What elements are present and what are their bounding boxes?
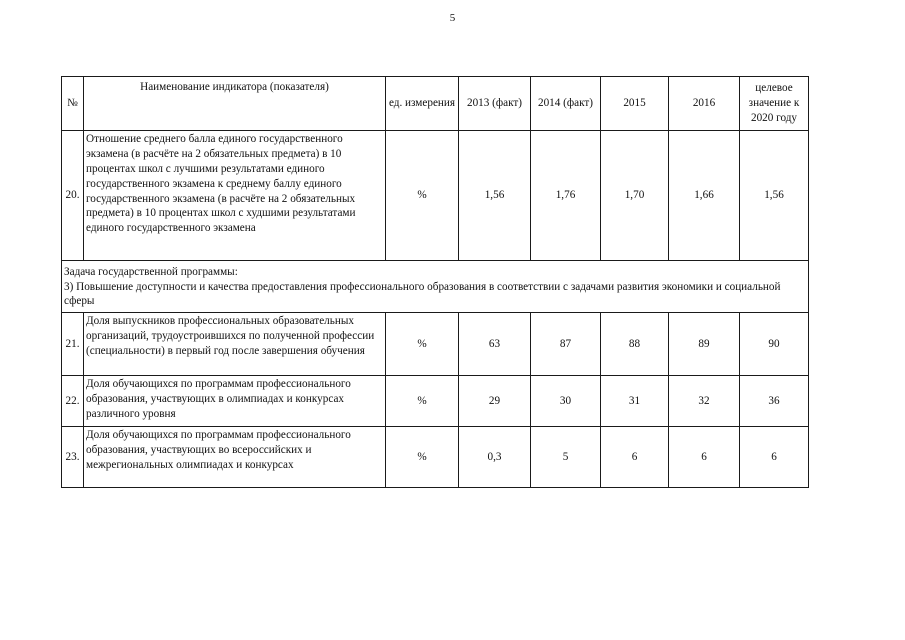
unit-cell: % [386, 131, 459, 261]
value-2015: 1,70 [601, 131, 669, 261]
value-2015: 88 [601, 313, 669, 376]
header-unit: ед. измерения [386, 77, 459, 131]
value-2013: 1,56 [459, 131, 531, 261]
table-row [62, 376, 809, 427]
value-target: 6 [740, 427, 809, 488]
header-name: Наименование индикатора (показателя) [84, 77, 386, 131]
value-2016: 1,66 [669, 131, 740, 261]
indicator-name: Доля обучающихся по программам профессионального образования, участвующих во всероссийских и межрегиональных олимпиадах и конкурсах [84, 427, 386, 488]
value-2013: 63 [459, 313, 531, 376]
indicator-name: Доля обучающихся по программам профессионального образования, участвующих в олимпиадах и конкурсах различного уровня [84, 376, 386, 427]
header-2013: 2013 (факт) [459, 77, 531, 131]
header-num: № [62, 77, 84, 131]
unit-cell: % [386, 313, 459, 376]
value-2015: 6 [601, 427, 669, 488]
value-target: 90 [740, 313, 809, 376]
row-number: 21. [62, 313, 84, 376]
value-2014: 30 [531, 376, 601, 427]
value-target: 36 [740, 376, 809, 427]
task-row [62, 261, 809, 313]
header-2015: 2015 [601, 77, 669, 131]
header-target: целевое значение к 2020 году [740, 77, 809, 131]
value-2013: 29 [459, 376, 531, 427]
row-number: 23. [62, 427, 84, 488]
task-cell [62, 261, 809, 313]
header-2016: 2016 [669, 77, 740, 131]
value-2016: 6 [669, 427, 740, 488]
table-row [62, 131, 809, 261]
row-number: 22. [62, 376, 84, 427]
value-2016: 32 [669, 376, 740, 427]
table-header-row [62, 77, 809, 131]
row-number: 20. [62, 131, 84, 261]
unit-cell: % [386, 376, 459, 427]
value-2014: 87 [531, 313, 601, 376]
task-text: 3) Повышение доступности и качества предоставления профессионального образования в соответствии с задачами развития экономики и социальной сферы [64, 280, 781, 308]
value-target: 1,56 [740, 131, 809, 261]
indicator-name: Отношение среднего балла единого государственного экзамена (в расчёте на 2 обязательных предмета) в 10 процентах школ с лучшими результатами единого государственного экзамена к среднему баллу единого государственного экзамена (в расчёте на 2 обязательных предмета) в 10 процентах школ с худшими результатами единого государственного экзамена [84, 131, 386, 261]
indicators-table [61, 76, 809, 488]
unit-cell: % [386, 427, 459, 488]
header-2014: 2014 (факт) [531, 77, 601, 131]
value-2015: 31 [601, 376, 669, 427]
value-2016: 89 [669, 313, 740, 376]
table-row [62, 427, 809, 488]
value-2014: 5 [531, 427, 601, 488]
task-title: Задача государственной программы: [64, 265, 238, 278]
page-number: 5 [449, 12, 456, 24]
value-2014: 1,76 [531, 131, 601, 261]
value-2013: 0,3 [459, 427, 531, 488]
table-row [62, 313, 809, 376]
indicator-name: Доля выпускников профессиональных образовательных организаций, трудоустроившихся по полученной профессии (специальности) в первый год после завершения обучения [84, 313, 386, 376]
